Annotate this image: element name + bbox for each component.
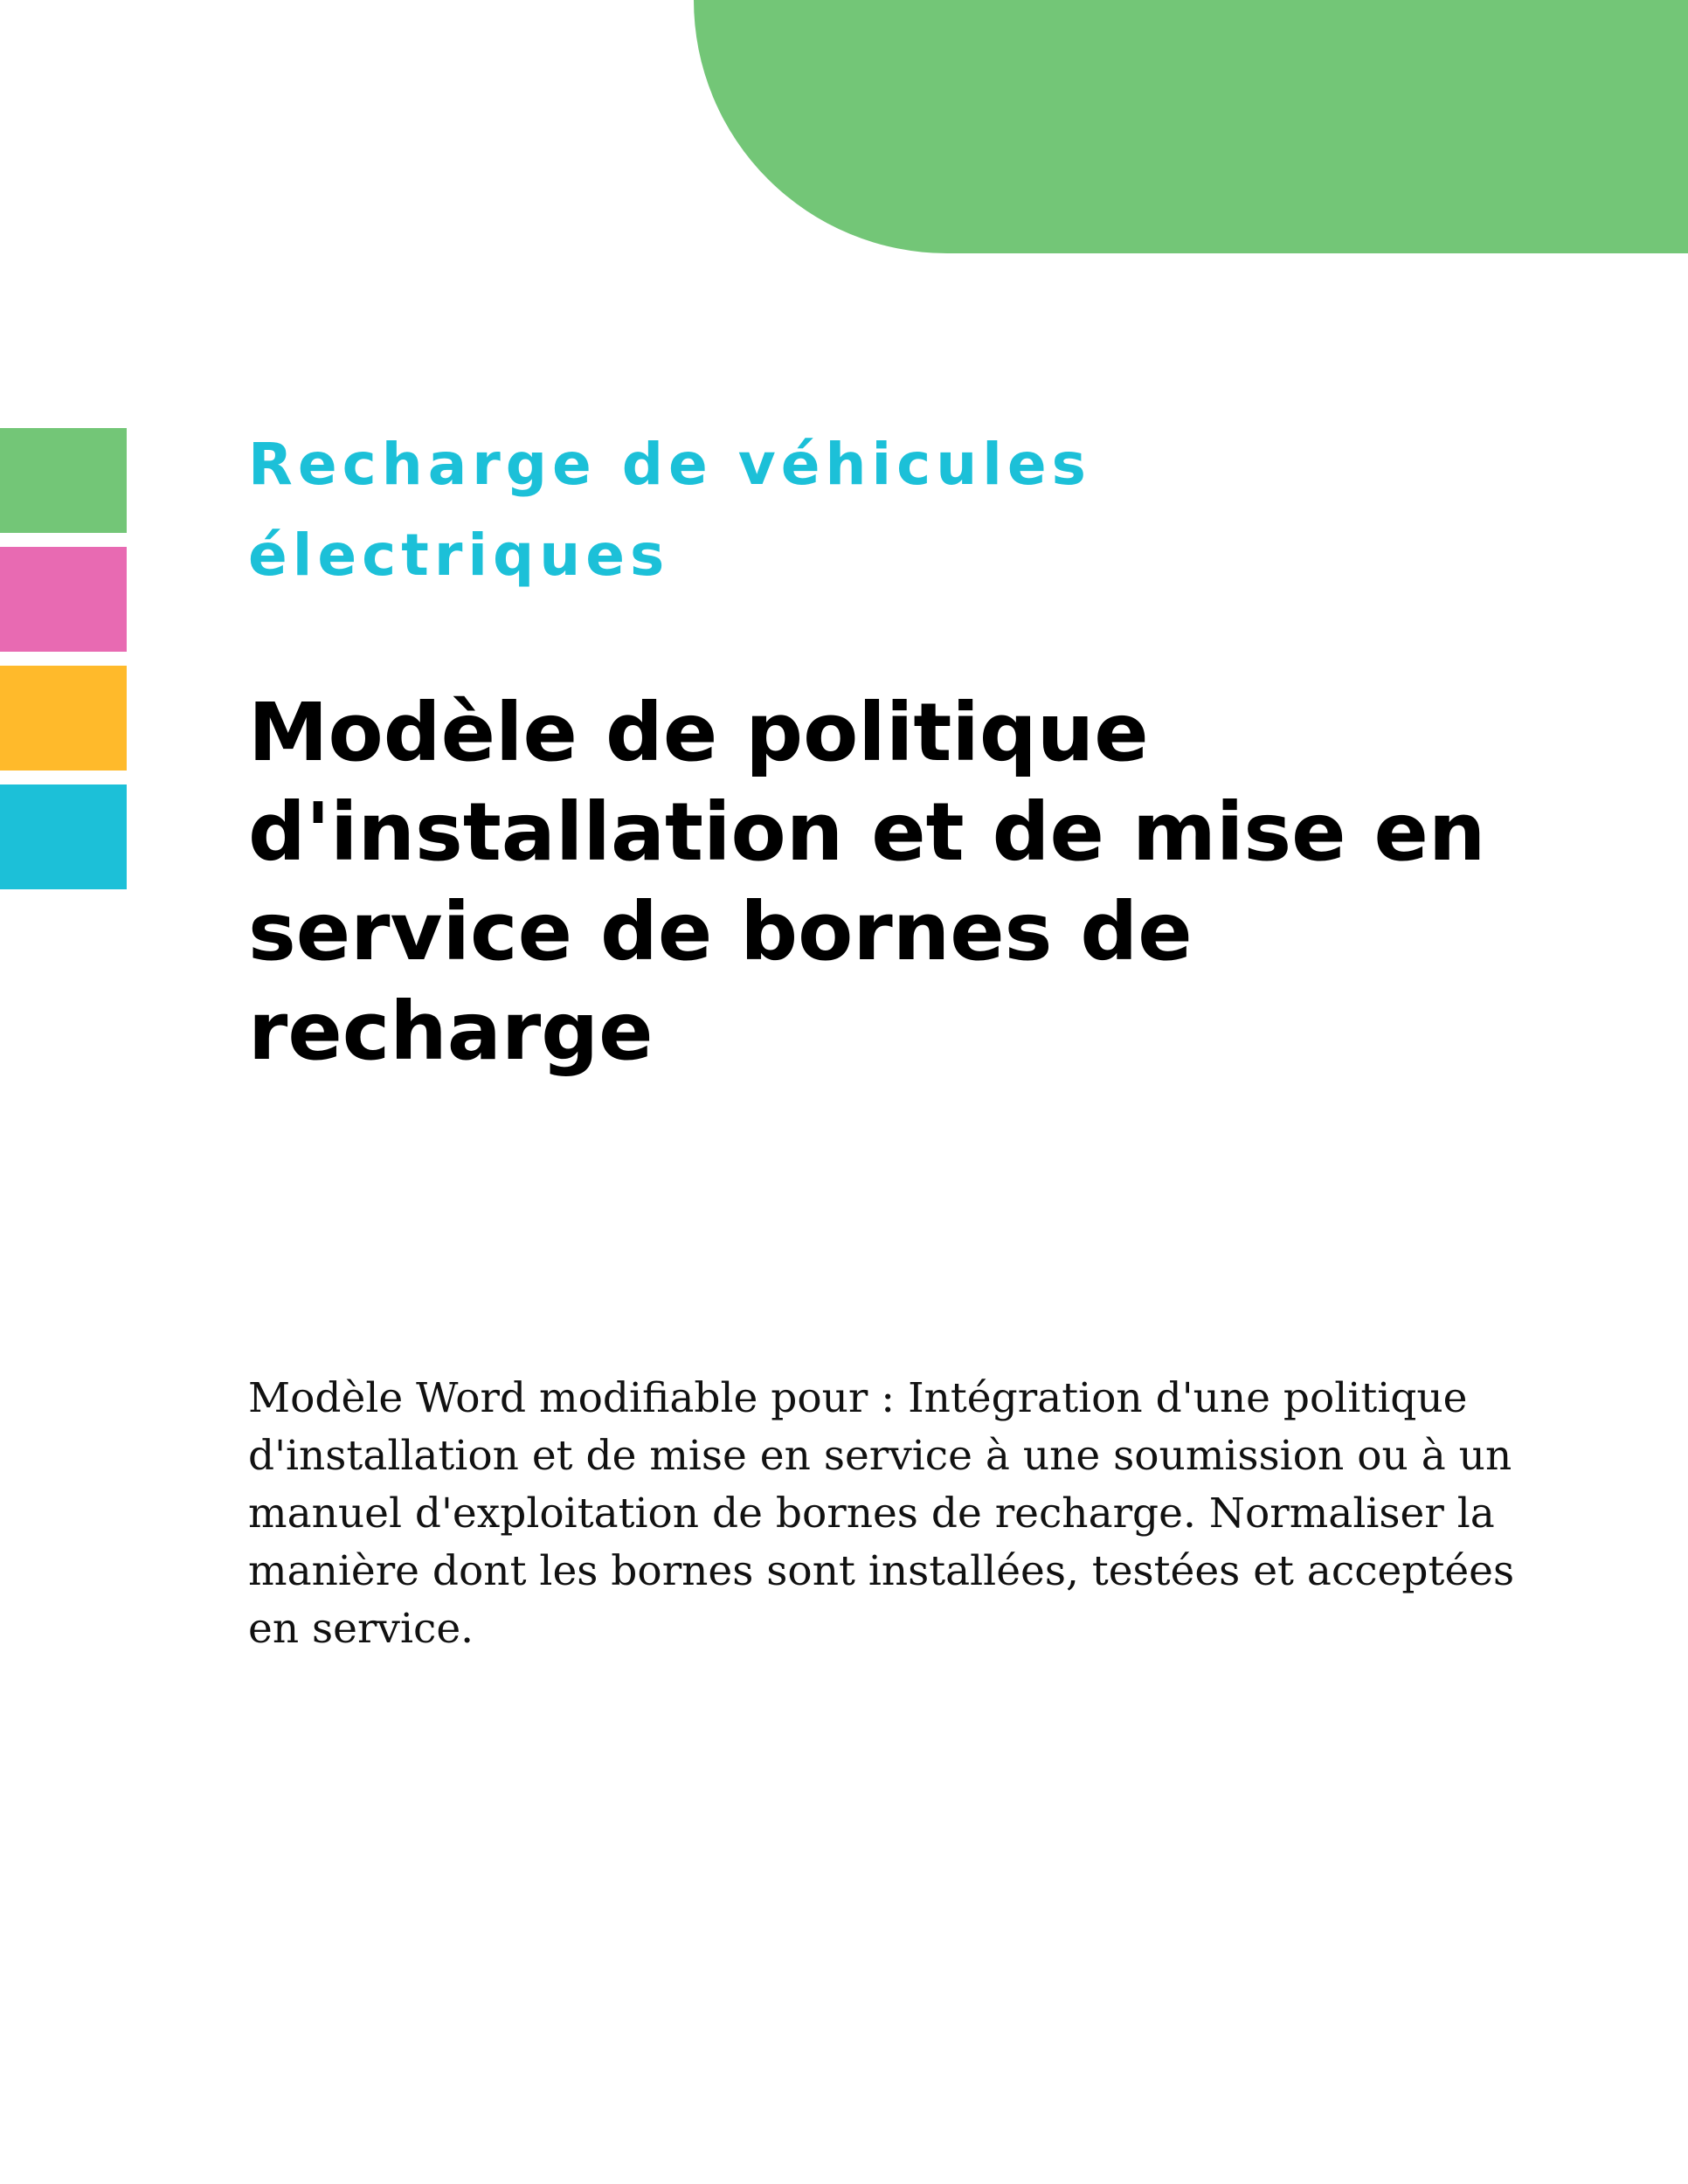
document-kicker: Recharge de véhicules électriques xyxy=(248,431,1091,589)
document-content xyxy=(248,419,1524,1658)
top-right-green-shape xyxy=(694,0,1688,253)
stripe-pink xyxy=(0,547,127,652)
stripe-green xyxy=(0,428,127,533)
document-title: Modèle de politique d'installation et de mise en service de bornes de recharge xyxy=(248,686,1486,1078)
document-description: Modèle Word modifiable pour : Intégration d'une politique d'installation et de mise en service à une soumission ou à un manuel d'exploitation de bornes de recharge. Normaliser la manière dont les bornes sont installées, testées et acceptées en service. xyxy=(248,1374,1515,1653)
stripe-cyan xyxy=(0,784,127,889)
left-color-stripes xyxy=(0,428,127,891)
stripe-yellow xyxy=(0,666,127,771)
